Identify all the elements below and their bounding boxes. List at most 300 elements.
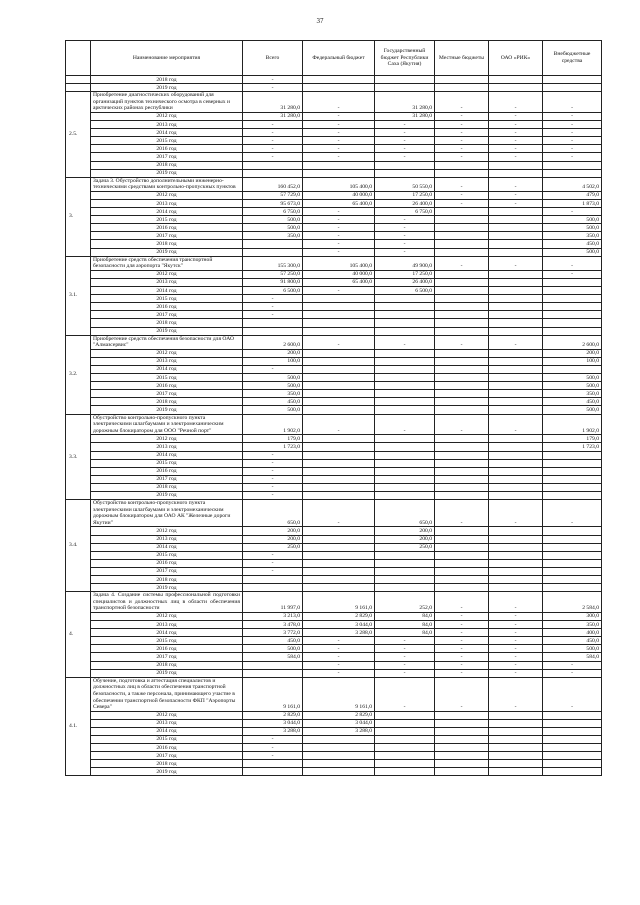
- amount-cell: 200,0: [243, 535, 303, 543]
- table-row: [66, 491, 602, 499]
- amount-cell: 3 478,0: [243, 621, 303, 629]
- year-label: 2014 год: [91, 365, 243, 373]
- item-number: 3.2.: [66, 335, 91, 414]
- amount-cell: [435, 451, 489, 459]
- amount-cell: 3 288,0: [303, 629, 375, 637]
- amount-cell: [435, 390, 489, 398]
- amount-cell: 17 250,0: [375, 270, 435, 278]
- amount-cell: [435, 543, 489, 551]
- amount-cell: 2 584,0: [543, 592, 602, 613]
- amount-cell: [303, 760, 375, 768]
- year-label: 2019 год: [91, 669, 243, 677]
- table-row: [66, 390, 602, 398]
- amount-cell: [543, 467, 602, 475]
- amount-cell: [303, 327, 375, 335]
- amount-cell: [489, 551, 543, 559]
- amount-cell: [543, 451, 602, 459]
- amount-cell: [435, 374, 489, 382]
- amount-cell: 3 213,0: [243, 612, 303, 620]
- amount-cell: -: [243, 121, 303, 129]
- amount-cell: [435, 270, 489, 278]
- amount-cell: [489, 459, 543, 467]
- year-label: 2012 год: [91, 435, 243, 443]
- amount-cell: 500,0: [543, 224, 602, 232]
- table-row: [66, 365, 602, 373]
- amount-cell: -: [243, 467, 303, 475]
- year-label: 2018 год: [91, 398, 243, 406]
- amount-cell: [303, 567, 375, 575]
- amount-cell: [435, 443, 489, 451]
- year-label: 2015 год: [91, 735, 243, 743]
- amount-cell: [435, 169, 489, 177]
- amount-cell: -: [303, 669, 375, 677]
- amount-cell: -: [243, 137, 303, 145]
- table-row: [66, 406, 602, 414]
- amount-cell: [489, 752, 543, 760]
- amount-cell: -: [543, 208, 602, 216]
- amount-cell: 300,0: [543, 612, 602, 620]
- table-row: [66, 443, 602, 451]
- amount-cell: [489, 760, 543, 768]
- amount-cell: [435, 567, 489, 575]
- amount-cell: -: [303, 287, 375, 295]
- amount-cell: [375, 374, 435, 382]
- amount-cell: -: [489, 661, 543, 669]
- year-label: 2017 год: [91, 390, 243, 398]
- amount-cell: [303, 483, 375, 491]
- amount-cell: -: [435, 177, 489, 191]
- amount-cell: 350,0: [543, 390, 602, 398]
- amount-cell: -: [243, 295, 303, 303]
- amount-cell: [303, 467, 375, 475]
- amount-cell: [375, 744, 435, 752]
- table-row: [66, 621, 602, 629]
- amount-cell: [303, 459, 375, 467]
- amount-cell: [543, 527, 602, 535]
- amount-cell: [489, 744, 543, 752]
- table-row: [66, 169, 602, 177]
- amount-cell: [489, 76, 543, 84]
- amount-cell: 11 997,0: [243, 592, 303, 613]
- amount-cell: [543, 459, 602, 467]
- amount-cell: [375, 443, 435, 451]
- amount-cell: [489, 527, 543, 535]
- amount-cell: -: [375, 137, 435, 145]
- amount-cell: [489, 295, 543, 303]
- amount-cell: -: [543, 661, 602, 669]
- table-row: [66, 224, 602, 232]
- amount-cell: -: [375, 121, 435, 129]
- table-row: [66, 475, 602, 483]
- activity-name: Приобретение средств обеспечения безопасности для ОАО "Алмазсервис": [91, 335, 243, 349]
- amount-cell: 31 280,0: [375, 92, 435, 113]
- amount-cell: -: [243, 559, 303, 567]
- amount-cell: [489, 727, 543, 735]
- amount-cell: [489, 232, 543, 240]
- amount-cell: 31 280,0: [243, 92, 303, 113]
- amount-cell: 500,0: [243, 216, 303, 224]
- amount-cell: [489, 483, 543, 491]
- amount-cell: 584,0: [543, 653, 602, 661]
- amount-cell: [543, 543, 602, 551]
- year-label: 2019 год: [91, 491, 243, 499]
- activity-name: Задача 4. Создание системы профессиональной подготовки специалистов и должностных лиц в области обеспечения транспортной безопасности: [91, 592, 243, 613]
- year-label: 2016 год: [91, 467, 243, 475]
- amount-cell: [243, 240, 303, 248]
- amount-cell: 1 902,0: [243, 414, 303, 435]
- table-row: [66, 153, 602, 161]
- table-row: [66, 467, 602, 475]
- amount-cell: 3 044,0: [303, 621, 375, 629]
- year-label: 2015 год: [91, 216, 243, 224]
- table-row: [66, 629, 602, 637]
- year-label: 2019 год: [91, 406, 243, 414]
- amount-cell: 650,0: [243, 500, 303, 527]
- amount-cell: 450,0: [243, 637, 303, 645]
- table-row: [66, 137, 602, 145]
- amount-cell: [303, 84, 375, 92]
- year-label: 2015 год: [91, 137, 243, 145]
- table-row: [66, 727, 602, 735]
- activity-row: [66, 414, 602, 435]
- table-row: [66, 240, 602, 248]
- amount-cell: 350,0: [243, 232, 303, 240]
- amount-cell: [243, 169, 303, 177]
- amount-cell: [303, 435, 375, 443]
- amount-cell: -: [243, 145, 303, 153]
- amount-cell: [243, 760, 303, 768]
- amount-cell: -: [489, 335, 543, 349]
- amount-cell: 3 044,0: [303, 719, 375, 727]
- year-label: 2014 год: [91, 727, 243, 735]
- table-row: [66, 382, 602, 390]
- amount-cell: -: [435, 137, 489, 145]
- year-label: 2019 год: [91, 169, 243, 177]
- amount-cell: [489, 311, 543, 319]
- amount-cell: -: [435, 645, 489, 653]
- amount-cell: -: [375, 661, 435, 669]
- year-label: 2016 год: [91, 303, 243, 311]
- amount-cell: [303, 398, 375, 406]
- amount-cell: -: [435, 129, 489, 137]
- year-label: 2012 год: [91, 612, 243, 620]
- amount-cell: [375, 760, 435, 768]
- amount-cell: 4 502,0: [543, 177, 602, 191]
- amount-cell: 9 161,0: [243, 677, 303, 711]
- table-row: [66, 84, 602, 92]
- year-label: 2013 год: [91, 719, 243, 727]
- amount-cell: -: [243, 475, 303, 483]
- amount-cell: [435, 768, 489, 776]
- table-row: [66, 161, 602, 169]
- table-row: [66, 711, 602, 719]
- amount-cell: -: [435, 500, 489, 527]
- amount-cell: [489, 169, 543, 177]
- amount-cell: [435, 527, 489, 535]
- amount-cell: [375, 752, 435, 760]
- amount-cell: [375, 169, 435, 177]
- amount-cell: -: [303, 145, 375, 153]
- table-row: [66, 612, 602, 620]
- item-number: [66, 76, 91, 84]
- amount-cell: -: [303, 645, 375, 653]
- amount-cell: [543, 311, 602, 319]
- amount-cell: [489, 303, 543, 311]
- amount-cell: 650,0: [375, 500, 435, 527]
- amount-cell: [375, 559, 435, 567]
- amount-cell: [303, 744, 375, 752]
- table-row: [66, 768, 602, 776]
- amount-cell: 3 288,0: [303, 727, 375, 735]
- amount-cell: [375, 76, 435, 84]
- year-label: 2018 год: [91, 483, 243, 491]
- amount-cell: -: [489, 129, 543, 137]
- funding-table: [65, 40, 602, 776]
- amount-cell: [489, 467, 543, 475]
- amount-cell: 252,0: [375, 592, 435, 613]
- amount-cell: [435, 744, 489, 752]
- amount-cell: [303, 295, 375, 303]
- amount-cell: [435, 287, 489, 295]
- table-row: [66, 435, 602, 443]
- year-label: 2012 год: [91, 112, 243, 120]
- amount-cell: [435, 435, 489, 443]
- amount-cell: -: [243, 459, 303, 467]
- amount-cell: 57 250,0: [243, 270, 303, 278]
- year-label: 2017 год: [91, 475, 243, 483]
- activity-row: [66, 592, 602, 613]
- table-row: [66, 327, 602, 335]
- year-label: 2017 год: [91, 311, 243, 319]
- amount-cell: -: [489, 92, 543, 113]
- table-row: [66, 483, 602, 491]
- amount-cell: [303, 349, 375, 357]
- amount-cell: [489, 491, 543, 499]
- amount-cell: 500,0: [243, 382, 303, 390]
- activity-name: Обучение, подготовка и аттестация специалистов и должностных лиц в области обеспечения транспортной безопасности, а также персонала, принимающего участие в обеспечении транспортной безопасности ФКП "Аэропорты Севера": [91, 677, 243, 711]
- table-row: [66, 121, 602, 129]
- amount-cell: [303, 303, 375, 311]
- amount-cell: 95 673,0: [243, 200, 303, 208]
- table-row: [66, 543, 602, 551]
- table-row: [66, 645, 602, 653]
- amount-cell: -: [243, 303, 303, 311]
- amount-cell: 1 723,0: [543, 443, 602, 451]
- activity-row: [66, 335, 602, 349]
- table-row: [66, 669, 602, 677]
- table-row: [66, 145, 602, 153]
- table-row: [66, 752, 602, 760]
- amount-cell: [543, 719, 602, 727]
- amount-cell: [303, 559, 375, 567]
- amount-cell: [375, 382, 435, 390]
- amount-cell: -: [375, 669, 435, 677]
- amount-cell: [435, 240, 489, 248]
- amount-cell: 500,0: [543, 406, 602, 414]
- amount-cell: [375, 161, 435, 169]
- amount-cell: [489, 559, 543, 567]
- amount-cell: [435, 311, 489, 319]
- amount-cell: [375, 311, 435, 319]
- amount-cell: [543, 752, 602, 760]
- amount-cell: -: [435, 153, 489, 161]
- amount-cell: [489, 161, 543, 169]
- table-row: [66, 295, 602, 303]
- amount-cell: [303, 406, 375, 414]
- amount-cell: -: [489, 592, 543, 613]
- amount-cell: -: [543, 137, 602, 145]
- amount-cell: [489, 270, 543, 278]
- amount-cell: [435, 248, 489, 256]
- amount-cell: [375, 349, 435, 357]
- amount-cell: 2 829,0: [243, 711, 303, 719]
- amount-cell: -: [489, 500, 543, 527]
- amount-cell: [243, 327, 303, 335]
- amount-cell: [303, 543, 375, 551]
- amount-cell: [489, 208, 543, 216]
- amount-cell: [435, 216, 489, 224]
- amount-cell: [303, 374, 375, 382]
- amount-cell: -: [435, 112, 489, 120]
- activity-name: Обустройство контрольно-пропускного пункта электрическими шлагбаумами и электромеханическим дорожным блокиратором для ООО "Речной порт": [91, 414, 243, 435]
- year-label: 2017 год: [91, 153, 243, 161]
- amount-cell: -: [375, 335, 435, 349]
- table-row: [66, 576, 602, 584]
- amount-cell: -: [489, 256, 543, 270]
- amount-cell: -: [303, 414, 375, 435]
- amount-cell: [489, 735, 543, 743]
- year-label: 2018 год: [91, 161, 243, 169]
- amount-cell: -: [243, 483, 303, 491]
- amount-cell: -: [489, 112, 543, 120]
- amount-cell: [243, 661, 303, 669]
- amount-cell: [543, 303, 602, 311]
- amount-cell: 500,0: [243, 224, 303, 232]
- amount-cell: [543, 559, 602, 567]
- amount-cell: [543, 535, 602, 543]
- amount-cell: 84,0: [375, 629, 435, 637]
- amount-cell: [435, 459, 489, 467]
- year-label: 2018 год: [91, 760, 243, 768]
- year-label: 2013 год: [91, 357, 243, 365]
- amount-cell: [435, 760, 489, 768]
- year-label: 2014 год: [91, 451, 243, 459]
- amount-cell: [489, 584, 543, 592]
- amount-cell: -: [435, 335, 489, 349]
- amount-cell: -: [243, 491, 303, 499]
- amount-cell: -: [303, 653, 375, 661]
- amount-cell: [435, 349, 489, 357]
- amount-cell: -: [303, 500, 375, 527]
- amount-cell: -: [435, 200, 489, 208]
- amount-cell: [543, 169, 602, 177]
- header-extrabudget: Внебюджетные средства: [543, 41, 602, 76]
- table-row: [66, 459, 602, 467]
- amount-cell: -: [543, 677, 602, 711]
- amount-cell: -: [303, 129, 375, 137]
- amount-cell: [543, 768, 602, 776]
- amount-cell: -: [303, 137, 375, 145]
- amount-cell: [489, 768, 543, 776]
- amount-cell: [489, 278, 543, 286]
- amount-cell: -: [243, 76, 303, 84]
- amount-cell: [543, 491, 602, 499]
- table-row: [66, 112, 602, 120]
- table-row: [66, 311, 602, 319]
- amount-cell: [489, 365, 543, 373]
- amount-cell: -: [435, 191, 489, 199]
- amount-cell: -: [375, 240, 435, 248]
- amount-cell: [303, 584, 375, 592]
- amount-cell: [543, 727, 602, 735]
- amount-cell: 250,0: [375, 543, 435, 551]
- table-row: [66, 398, 602, 406]
- amount-cell: [435, 406, 489, 414]
- amount-cell: 500,0: [243, 406, 303, 414]
- amount-cell: [435, 357, 489, 365]
- amount-cell: 179,0: [243, 435, 303, 443]
- year-label: 2014 год: [91, 129, 243, 137]
- amount-cell: [435, 535, 489, 543]
- amount-cell: 3 288,0: [243, 727, 303, 735]
- amount-cell: [303, 491, 375, 499]
- amount-cell: 450,0: [543, 398, 602, 406]
- amount-cell: [435, 398, 489, 406]
- table-row: [66, 319, 602, 327]
- amount-cell: 200,0: [543, 349, 602, 357]
- amount-cell: [435, 208, 489, 216]
- activity-name: Приобретение средств обеспечения транспортной безопасности для аэропорта "Якутск": [91, 256, 243, 270]
- item-number: 4.: [66, 592, 91, 678]
- table-row: [66, 637, 602, 645]
- table-row: [66, 661, 602, 669]
- amount-cell: -: [303, 661, 375, 669]
- amount-cell: [303, 357, 375, 365]
- amount-cell: [303, 365, 375, 373]
- year-label: 2019 год: [91, 584, 243, 592]
- amount-cell: -: [243, 129, 303, 137]
- amount-cell: [489, 319, 543, 327]
- amount-cell: -: [375, 248, 435, 256]
- amount-cell: -: [543, 121, 602, 129]
- amount-cell: 9 161,0: [303, 677, 375, 711]
- year-label: 2019 год: [91, 248, 243, 256]
- table-row: [66, 744, 602, 752]
- table-row: [66, 584, 602, 592]
- amount-cell: [435, 327, 489, 335]
- amount-cell: -: [303, 224, 375, 232]
- amount-cell: -: [489, 191, 543, 199]
- table-row: [66, 248, 602, 256]
- amount-cell: [435, 319, 489, 327]
- amount-cell: [435, 551, 489, 559]
- amount-cell: [303, 390, 375, 398]
- amount-cell: [489, 475, 543, 483]
- amount-cell: [435, 576, 489, 584]
- year-label: 2018 год: [91, 240, 243, 248]
- amount-cell: 350,0: [243, 390, 303, 398]
- amount-cell: [435, 559, 489, 567]
- activity-row: [66, 500, 602, 527]
- amount-cell: [489, 248, 543, 256]
- amount-cell: 1 902,0: [543, 414, 602, 435]
- amount-cell: [303, 169, 375, 177]
- amount-cell: [375, 398, 435, 406]
- page-number: 37: [316, 17, 324, 25]
- amount-cell: [303, 475, 375, 483]
- amount-cell: -: [243, 311, 303, 319]
- amount-cell: -: [375, 653, 435, 661]
